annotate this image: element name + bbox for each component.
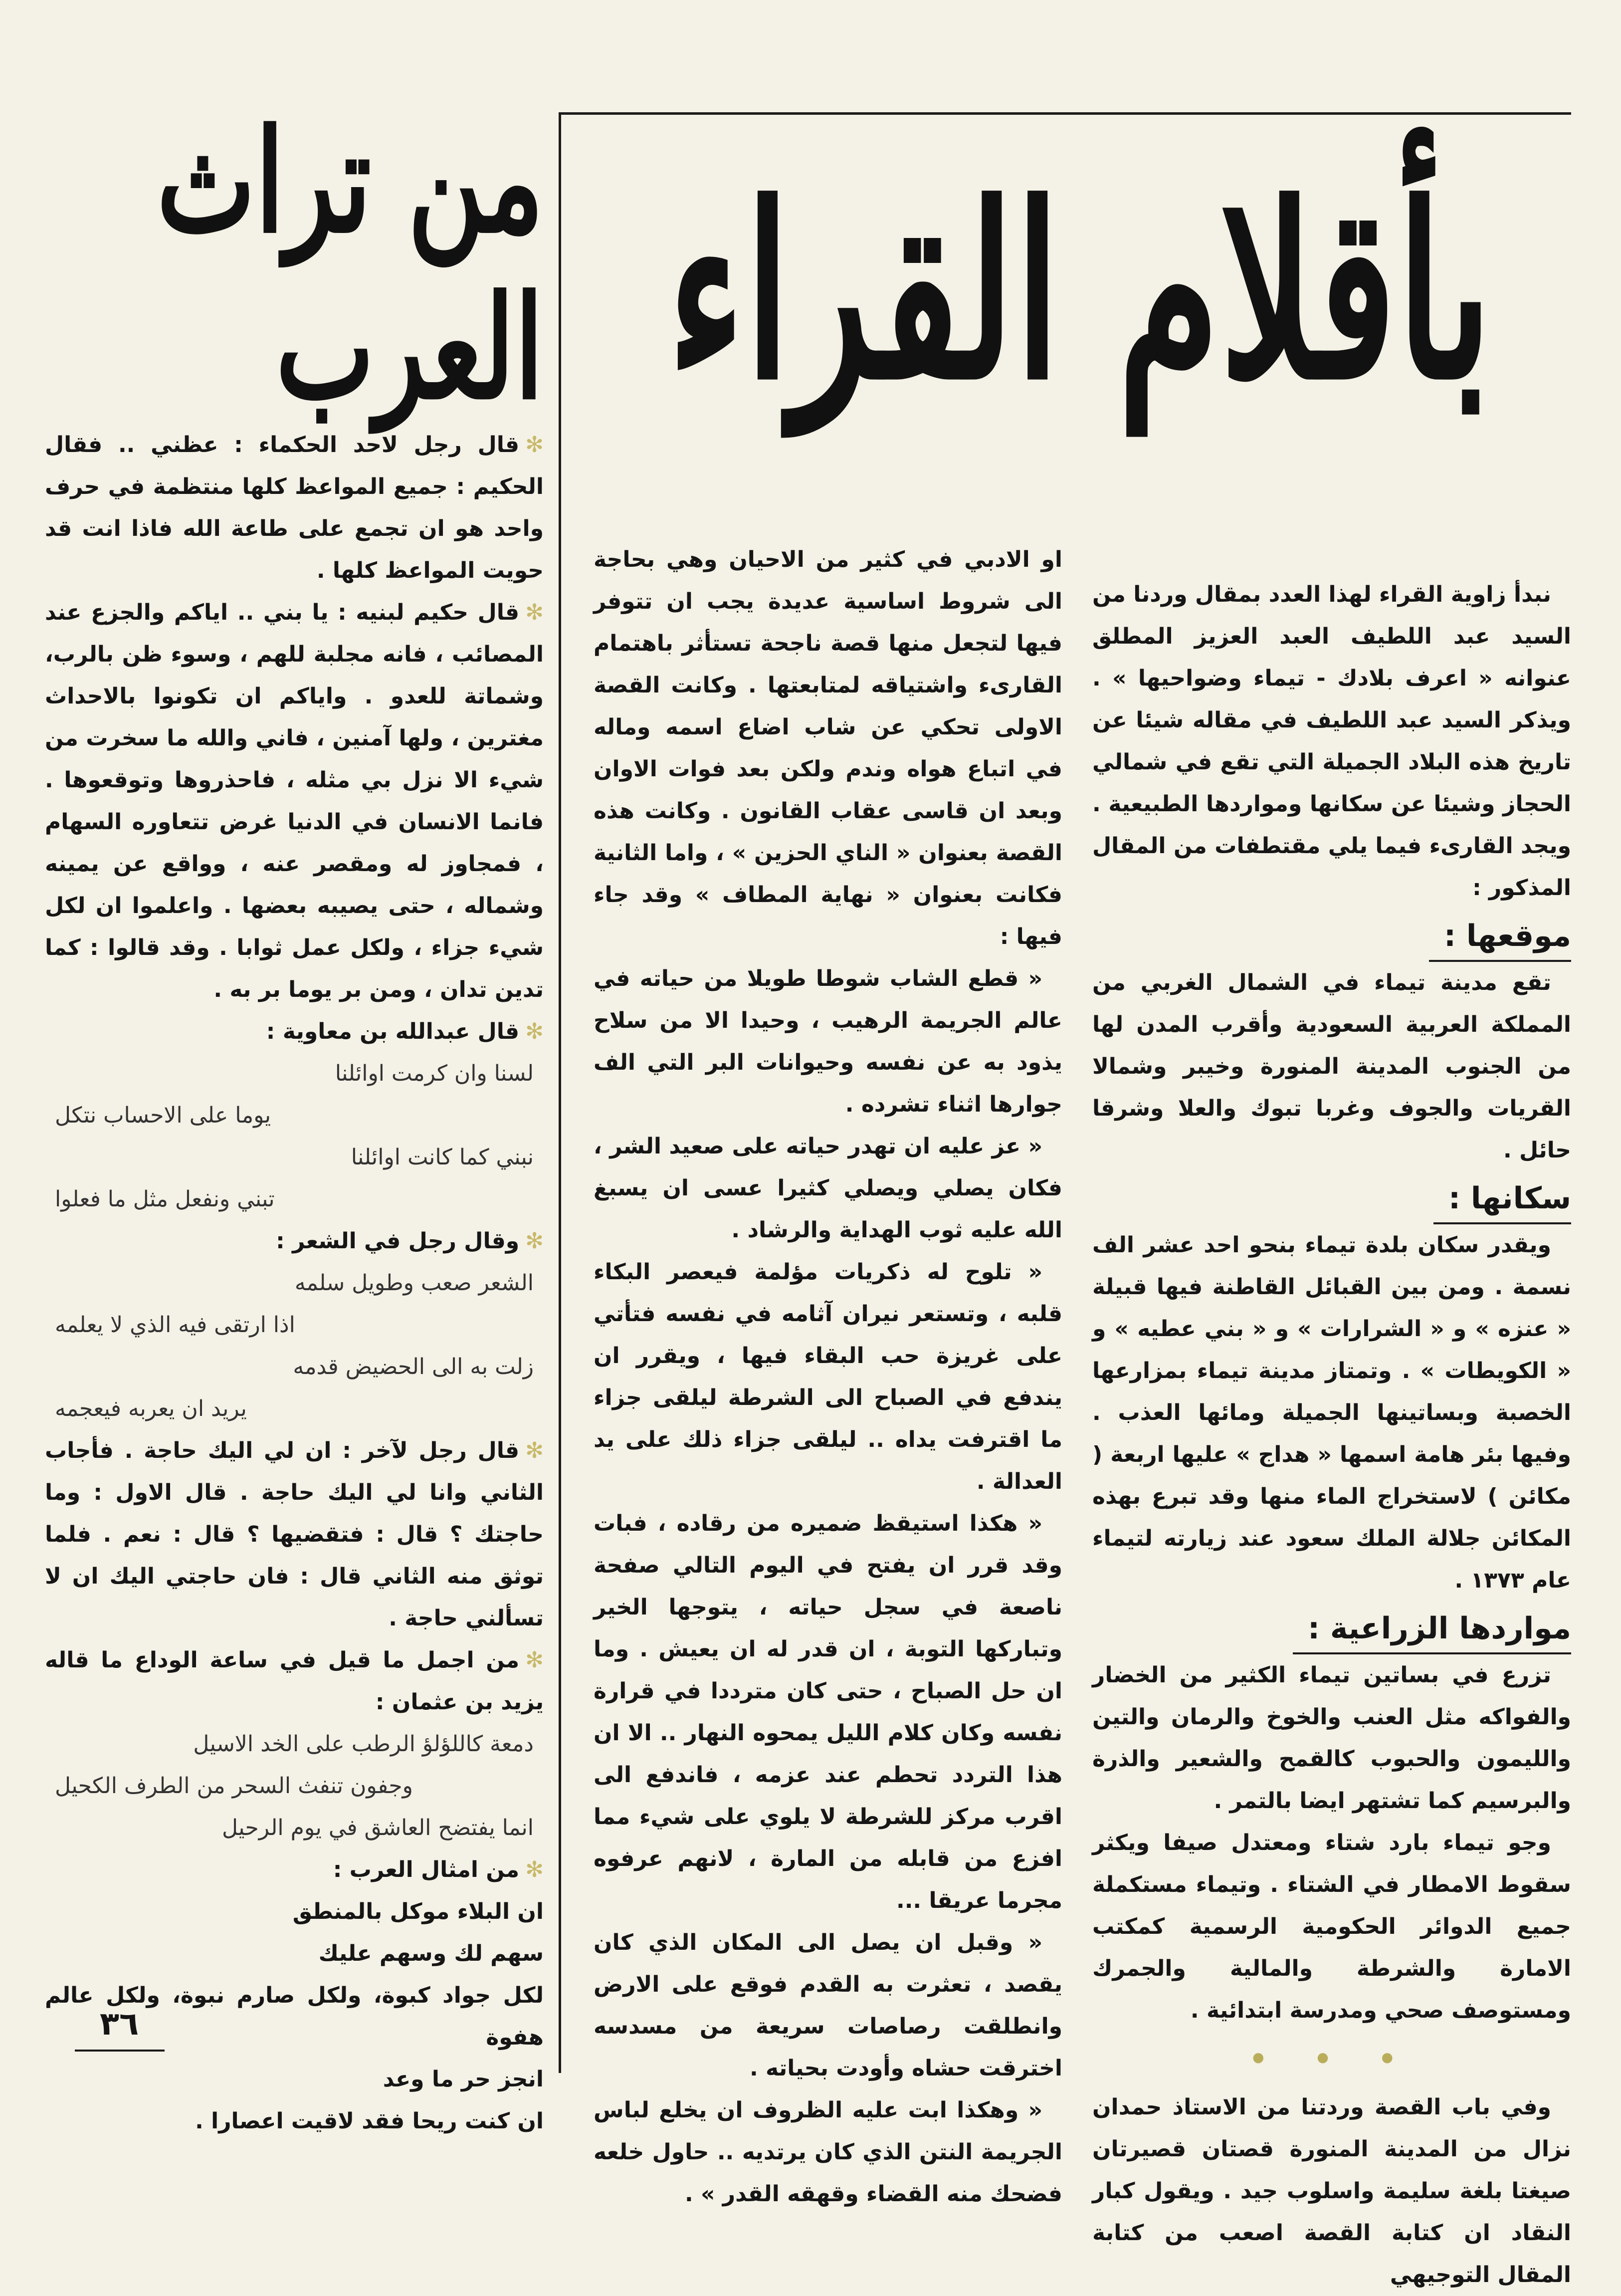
star-ornament-icon: ✻ [525,1438,544,1463]
verse-line: زلت به الى الحضيض قدمه [293,1354,534,1379]
story-quote-1: « قطع الشاب شوطا طويلا من حياته في عالم الجريمة الرهيب ، وحيدا الا من سلاح يذود به عن نفسه وحيوانات البر التي الف جوارها اثناء تشرده . [594,966,1062,1117]
saying-3 [45,1011,544,1053]
proverb: انجز حر ما وعد [383,2066,544,2092]
story-intro-paragraph: وفي باب القصة وردتنا من الاستاذ حمدان نزال من المدينة المنورة قصتان قصيرتان صيغتا بلغة سليمة واسلوب جيد . ويقول كبار النقاد ان كتابة القصة اصعب من كتابة المقال التوجيهي [1092,2094,1571,2288]
verse-line: يوما على الاحساب نتكل [55,1103,271,1128]
agriculture-paragraph: تزرع في بساتين تيماء الكثير من الخضار والفواكه مثل العنب والخوخ والرمان والتين والليمون والحبوب كالقمح والشعير والذرة والبرسيم كما تشتهر ايضا بالتمر . [1092,1662,1571,1814]
star-ornament-icon: ✻ [525,1228,544,1254]
saying-5-text: قال رجل لآخر : ان لي اليك حاجة . فأجاب الثاني وانا لي اليك حاجة . قال الاول : وما حاجتك ؟ قال : فتقضيها ؟ قال : نعم . فلما توثق منه الثاني قال : فان حاجتي اليك ان لا تسألني حاجة . [45,1438,544,1631]
verse-line: وجفون تنفث السحر من الطرف الكحيل [55,1773,413,1799]
proverb: ان البلاء موكل بالمنطق [292,1899,544,1924]
proverb: لكل جواد كبوة، ولكل صارم نبوة، ولكل عالم هفوة [45,1983,544,2050]
location-paragraph: تقع مدينة تيماء في الشمال الغربي من المملكة العربية السعودية وأقرب المدن لها من الجنوب المدينة المنورة وخيبر وشمالا القريات والجوف وغربا تبوك والعلا وشرقا حائل . [1092,970,1571,1163]
saying-1 [45,424,544,592]
story-quote-2: « عز عليه ان تهدر حياته على صعيد الشر ، فكان يصلي ويصلي كثيرا عسى ان يسبغ الله عليه ثوب الهداية والرشاد . [594,1134,1062,1243]
readers-column-middle [594,539,1062,2215]
saying-6-text: من اجمل ما قيل في ساعة الوداع ما قاله يزيد بن عثمان : [45,1647,544,1715]
saying-2-text: قال حكيم لبنيه : يا بني .. اياكم والجزع عند المصائب ، فانه مجلبة للهم ، وسوء ظن بالرب، وشماتة للعدو . واياكم ان تكونوا بالاحداث مغترين ، ولها آمنين ، فاني والله ما سخرت من شيء الا نزل بي مثله ، فاحذروها وتوقعوها . فانما الانسان في الدنيا غرض تتعاوره السهام ، فمجاوز له ومقصر عنه ، وواقع عن يمينه وشماله ، حتى يصيبه بعضها . واعلموا ان لكل شيء جزاء ، ولكل عمل ثوابا . وقد قالوا : كما تدين تدان ، ومن بر يوما بر به . [45,600,544,1002]
main-title: بأقلام القراء [667,151,1493,433]
story-paragraph: او الادبي في كثير من الاحيان وهي بحاجة الى شروط اساسية عديدة يجب ان تتوفر فيها لتجعل منها قصة ناجحة تستأثر باهتمام القارىء واشتياقه لمتابعتها . وكانت القصة الاولى تحكي عن شاب اضاع اسمه وماله في اتباع هواه وندم ولكن بعد فوات الاوان وبعد ان قاسى عقاب القانون . وكانت هذه القصة بعنوان « الناي الحزين » ، واما الثانية فكانت بعنوان « نهاية المطاف » وقد جاء فيها : [594,547,1062,949]
section-separator-dots: • • • [1249,2042,1415,2076]
saying-3-text: قال عبدالله بن معاوية : [266,1019,520,1044]
saying-5 [45,1430,544,1639]
saying-1-text: قال رجل لاحد الحكماء : عظني .. فقال الحكيم : جميع المواعظ كلها منتظمة في حرف واحد هو ان تجمع على طاعة الله فاذا انت قد حويت المواعظ كلها . [45,432,544,583]
page-number-rule [75,2050,165,2052]
star-ornament-icon: ✻ [525,432,544,458]
section-heading-population: سكانها : [1433,1174,1571,1224]
section-heading-agriculture: مواردها الزراعية : [1293,1605,1571,1654]
story-quote-6: « وهكذا ابت عليه الظروف ان يخلع لباس الجريمة النتن الذي كان يرتديه .. حاول خلعه فضحك منه القضاء وقهقه القدر » . [594,2097,1062,2207]
verse-line: نبني كما كانت اوائلنا [351,1145,534,1170]
proverb: ان كنت ريحا فقد لاقيت اعصارا . [195,2108,544,2134]
saying-7-text: من امثال العرب : [333,1857,520,1882]
star-ornament-icon: ✻ [525,1857,544,1882]
readers-column-right [1092,574,1571,2296]
verse-line: دمعة كاللؤلؤ الرطب على الخد الاسيل [193,1731,534,1757]
arab-heritage-column [45,424,544,2142]
section-heading-location: موقعها : [1429,912,1571,962]
population-paragraph: ويقدر سكان بلدة تيماء بنحو احد عشر الف نسمة . ومن بين القبائل القاطنة فيها قبيلة « عنزه » و « الشرارات » و « بني عطيه » و « الكويطات » . وتمتاز مدينة تيماء بمزارعها الخصبة وبساتينها الجميلة ومائها العذب . وفيها بئر هامة اسمها « هداج » عليها اربعة ( مكائن ) لاستخراج الماء منها وقد تبرع بهذه المكائن جلالة الملك سعود عند زيارته لتيماء عام ١٣٧٣ . [1092,1232,1571,1593]
verse-line: يريد ان يعربه فيعجمه [55,1396,247,1421]
verse-line: انما يفتضح العاشق في يوم الرحيل [221,1815,534,1840]
column-divider-vertical [559,112,561,2073]
saying-7 [45,1849,544,1891]
verse-line: لسنا وان كرمت اوائلنا [335,1061,534,1086]
saying-6 [45,1639,544,1723]
saying-4 [45,1220,544,1262]
verse-line: الشعر صعب وطويل سلمه [294,1270,534,1296]
saying-4-text: وقال رجل في الشعر : [276,1228,520,1254]
page-number: ٣٦ [100,2006,139,2043]
star-ornament-icon: ✻ [525,1019,544,1044]
star-ornament-icon: ✻ [525,1647,544,1673]
verse-line: تبني ونفعل مثل ما فعلوا [55,1186,275,1212]
verse-line: اذا ارتقى فيه الذي لا يعلمه [55,1312,295,1338]
story-quote-3: « تلوح له ذكريات مؤلمة فيعصر البكاء قلبه ، وتستعر نيران آثامه في نفسه فتأتي على غريزة حب البقاء فيها ، ويقرر ان يندفع في الصباح الى الشرطة ليلقى جزاء ما اقترفت يداه .. ليلقى جزاء ذلك على يد العدالة . [594,1259,1062,1494]
saying-2 [45,592,544,1011]
star-ornament-icon: ✻ [525,600,544,625]
proverb: سهم لك وسهم عليك [318,1941,544,1966]
climate-paragraph: وجو تيماء بارد شتاء ومعتدل صيفا ويكثر سقوط الامطار في الشتاء . وتيماء مستكملة جميع الدوائر الحكومية الرسمية كمكتب الامارة والشرطة والمالية والجمرك ومستوصف صحي ومدرسة ابتدائية . [1092,1830,1571,2023]
story-quote-5: « وقبل ان يصل الى المكان الذي كان يقصد ، تعثرت به القدم فوقع على الارض وانطلقت رصاصات سريعة من مسدسه اخترقت حشاه وأودت بحياته . [594,1930,1062,2081]
side-title: من تراث العرب [157,98,544,431]
story-quote-4: « هكذا استيقظ ضميره من رقاده ، فبات وقد قرر ان يفتح في اليوم التالي صفحة ناصعة في سجل حياته ، يتوجها الخير وتباركها التوبة ، ان قدر له ان يعيش . وما ان حل الصباح ، حتى كان مترددا في قرارة نفسه وكان كلام الليل يمحوه النهار .. الا ان هذا التردد تحطم عند عزمه ، فاندفع الى اقرب مركز للشرطة لا يلوي على شيء مما افزع من قابله من المارة ، لانهم عرفوه مجرما عريقا ... [594,1511,1062,1913]
intro-paragraph: نبدأ زاوية القراء لهذا العدد بمقال وردنا من السيد عبد اللطيف العبد العزيز المطلق عنوانه « اعرف بلادك - تيماء وضواحيها » . ويذكر السيد عبد اللطيف في مقاله شيئا عن تاريخ هذه البلاد الجميلة التي تقع في شمالي الحجاز وشيئا عن سكانها ومواردها الطبيعية . ويجد القارىء فيما يلي مقتطفات من المقال المذكور : [1092,582,1571,901]
